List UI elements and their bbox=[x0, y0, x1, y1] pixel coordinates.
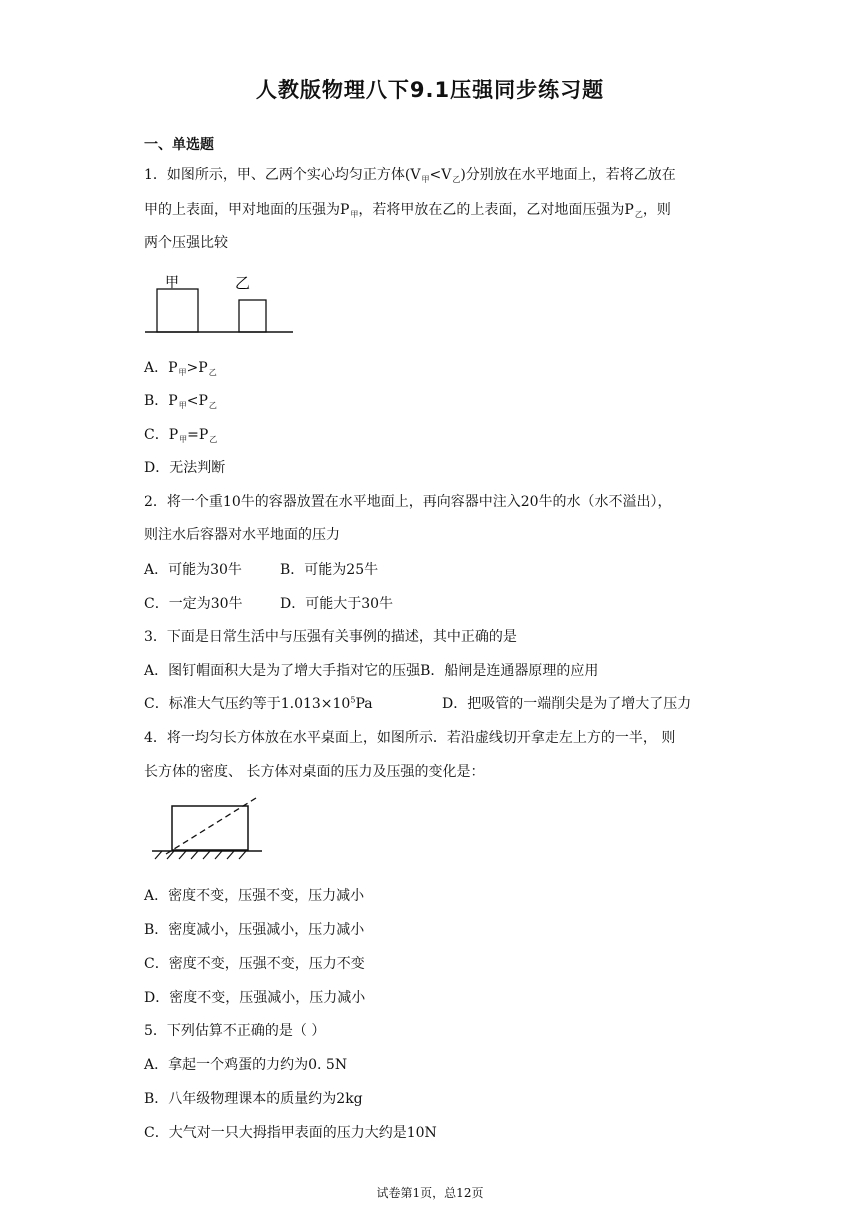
q1-cubes-figure bbox=[145, 268, 305, 338]
q5-option-c: C．大气对一只大拇指甲表面的压力大约是10N bbox=[144, 1125, 437, 1141]
label-yi: 乙 bbox=[235, 274, 251, 292]
option-text: B．P bbox=[144, 393, 178, 409]
q2-option-d: D．可能大于30牛 bbox=[280, 596, 394, 612]
q3-options-row1 bbox=[144, 660, 598, 680]
q4-option-a: A．密度不变，压强不变，压力减小 bbox=[144, 888, 365, 904]
q1-option-b bbox=[144, 390, 217, 411]
q1-text: 甲的上表面，甲对地面的压强为P bbox=[144, 202, 350, 218]
q1-subscript: 乙 bbox=[634, 210, 643, 219]
q1-option-c bbox=[144, 424, 217, 445]
option-subscript: 乙 bbox=[209, 435, 218, 444]
page-footer: 试卷第1页，总12页 bbox=[376, 1186, 484, 1200]
q3-option-c bbox=[144, 693, 442, 713]
option-text: <P bbox=[186, 393, 208, 409]
option-subscript: 甲 bbox=[178, 401, 187, 410]
q1-stem-line2 bbox=[144, 199, 671, 220]
q1-option-d: D．无法判断 bbox=[144, 460, 226, 476]
q1-subscript: 乙 bbox=[452, 175, 461, 184]
document-title: 人教版物理八下9.1压强同步练习题 bbox=[255, 78, 605, 102]
q2-options-row1 bbox=[144, 559, 378, 579]
q3-option-d: D．把吸管的一端削尖是为了增大了压力 bbox=[442, 696, 692, 712]
option-subscript: 甲 bbox=[178, 368, 187, 377]
q1-stem-line1 bbox=[144, 164, 676, 185]
q4-block-figure bbox=[148, 796, 268, 862]
q2-option-a: A．可能为30牛 bbox=[144, 562, 242, 578]
q3-stem: 3．下面是日常生活中与压强有关事例的描述，其中正确的是 bbox=[144, 629, 517, 645]
q3-option-c-exponent: 5 bbox=[350, 695, 356, 705]
option-subscript: 乙 bbox=[208, 368, 217, 377]
q2-stem-line2: 则注水后容器对水平地面的压力 bbox=[144, 527, 340, 543]
q2-stem-line1: 2．将一个重10牛的容器放置在水平地面上，再向容器中注入20牛的水（水不溢出）， bbox=[144, 494, 672, 510]
cube-jia bbox=[157, 289, 198, 332]
q4-stem-line1: 4．将一均匀长方体放在水平桌面上，如图所示．若沿虚线切开拿走左上方的一半， 则 bbox=[144, 730, 676, 746]
q4-option-c: C．密度不变，压强不变，压力不变 bbox=[144, 956, 365, 972]
section-heading: 一、单选题 bbox=[144, 137, 214, 153]
q1-option-a bbox=[144, 357, 217, 378]
q4-option-b: B．密度减小，压强减小，压力减小 bbox=[144, 922, 365, 938]
q4-option-d: D．密度不变，压强减小，压力减小 bbox=[144, 990, 366, 1006]
q5-stem: 5．下列估算不正确的是（ ） bbox=[144, 1023, 326, 1039]
q3-options-row2 bbox=[144, 693, 691, 713]
q5-option-a: A．拿起一个鸡蛋的力约为0. 5N bbox=[144, 1057, 348, 1073]
option-text: C．P bbox=[144, 427, 179, 443]
q4-stem-line2: 长方体的密度、 长方体对桌面的压力及压强的变化是： bbox=[144, 764, 485, 780]
q3-option-a: A．图钉帽面积大是为了增大手指对它的压强 bbox=[144, 663, 421, 679]
q2-option-c: C．一定为30牛 bbox=[144, 596, 243, 612]
option-subscript: 乙 bbox=[208, 401, 217, 410]
q1-stem-line3: 两个压强比较 bbox=[144, 235, 228, 251]
label-jia: 甲 bbox=[165, 275, 179, 291]
q3-option-b: B．船闸是连通器原理的应用 bbox=[420, 663, 599, 679]
option-text: A．P bbox=[144, 360, 178, 376]
q1-text: 1．如图所示，甲、乙两个实心均匀正方体(V bbox=[144, 167, 421, 183]
q1-text: <V bbox=[429, 167, 452, 183]
cube-yi bbox=[239, 300, 266, 332]
option-text: =P bbox=[187, 427, 209, 443]
option-subscript: 甲 bbox=[179, 435, 188, 444]
q3-option-c-text: C．标准大气压约等于1.013×10 bbox=[144, 696, 351, 712]
q2-options-row2 bbox=[144, 593, 393, 613]
q1-subscript: 甲 bbox=[350, 210, 359, 219]
q3-option-c-unit: Pa bbox=[355, 696, 373, 712]
q1-subscript: 甲 bbox=[421, 175, 430, 184]
option-text: >P bbox=[186, 360, 208, 376]
q5-option-b: B．八年级物理课本的质量约为2kg bbox=[144, 1091, 363, 1107]
q1-text: )分别放在水平地面上，若将乙放在 bbox=[460, 167, 676, 183]
q1-text: ，则 bbox=[642, 202, 671, 218]
q1-text: ，若将甲放在乙的上表面，乙对地面压强为P bbox=[358, 202, 634, 218]
q2-option-b: B．可能为25牛 bbox=[280, 562, 379, 578]
